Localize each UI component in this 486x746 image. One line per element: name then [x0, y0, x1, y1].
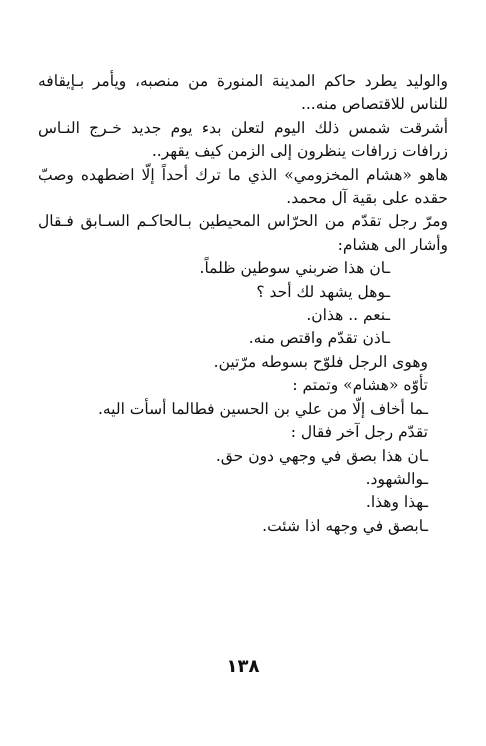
- paragraph-line: أشرقت شمس ذلك اليوم لتعلن بدء يوم جديد خـرج النـاس: [38, 118, 448, 137]
- dialogue-line: ـنعم .. هذان.: [306, 306, 390, 325]
- dialogue-line: ـوهل يشهد لك أحد ؟: [256, 282, 390, 301]
- dialogue-line: ـاذن تقدّم واقتص منه.: [248, 329, 390, 348]
- paragraph-line: ومرّ رجل تقدّم من الحرّاس المحيطين بـالحاكـم السـابق فـقال: [38, 212, 448, 231]
- paragraph-line: وأشار الى هشام:: [337, 235, 448, 254]
- dialogue-line: ـوالشهود.: [365, 469, 428, 488]
- dialogue-line: ـهذا وهذا.: [365, 493, 428, 512]
- paragraph-line: حقده على بقية آل محمد.: [286, 189, 448, 208]
- dialogue-line: ـما أخاف إلّا من علي بن الحسين فطالما أسأت اليه.: [97, 399, 428, 418]
- paragraph-line: زرافات زرافات ينظرون إلى الزمن كيف يقهر..: [151, 142, 448, 161]
- dialogue-line: ـان هذا بصق في وجهي دون حق.: [215, 446, 428, 465]
- dialogue-line: ـان هذا ضربني سوطين ظلماً.: [199, 259, 390, 278]
- paragraph-line: والوليد يطرد حاكم المدينة المنورة من منصبه، ويأمر بـإيقافه: [38, 72, 448, 90]
- page-body-text: [38, 70, 448, 538]
- paragraph-line: للناس للاقتصاص منه...: [300, 95, 448, 114]
- paragraph-line: هاهو «هشام المخزومي» الذي ما ترك أحداً إلّا اضطهده وصبّ: [38, 165, 448, 184]
- page-number: ١٣٨: [226, 656, 260, 677]
- narration-line: وهوى الرجل فلوّح بسوطه مرّتين.: [213, 352, 428, 371]
- narration-line: تأوّه «هشام» وتمتم :: [292, 376, 428, 395]
- narration-line: تقدّم رجل آخر فقال :: [290, 423, 428, 442]
- dialogue-line: ـابصق في وجهه اذا شئت.: [262, 516, 428, 535]
